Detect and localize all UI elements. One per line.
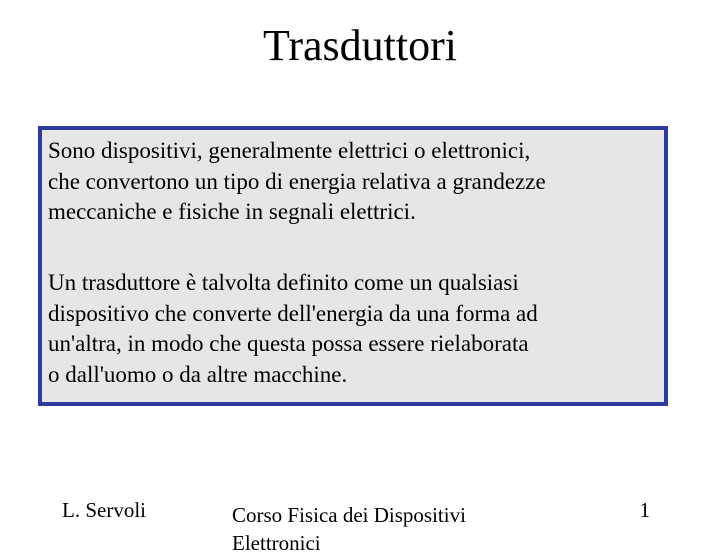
paragraph-1-line-1: Sono dispositivi, generalmente elettrici o elettronici, bbox=[48, 138, 531, 163]
paragraph-1-line-2: che convertono un tipo di energia relativa a grandezze bbox=[48, 168, 546, 194]
footer-course: Corso Fisica dei Dispositivi Elettronici bbox=[232, 503, 466, 555]
definition-paragraph-1 bbox=[48, 136, 546, 228]
paragraph-2-line-1: Un trasduttore è talvolta definito come un qualsiasi bbox=[48, 270, 519, 295]
definition-paragraph-2 bbox=[48, 268, 538, 390]
page-number: 1 bbox=[639, 498, 650, 522]
paragraph-1-line-3: meccaniche e fisiche in segnali elettrici. bbox=[48, 199, 416, 224]
paragraph-2-line-4: o dall'uomo o da altre macchine. bbox=[48, 361, 348, 387]
footer-author: L. Servoli bbox=[62, 498, 146, 522]
definition-box bbox=[38, 126, 668, 406]
paragraph-2-line-3: un'altra, in modo che questa possa essere rielaborata bbox=[48, 331, 529, 356]
slide-title: Trasduttori bbox=[263, 21, 457, 70]
paragraph-2-line-2: dispositivo che converte dell'energia da una forma ad bbox=[48, 300, 538, 326]
